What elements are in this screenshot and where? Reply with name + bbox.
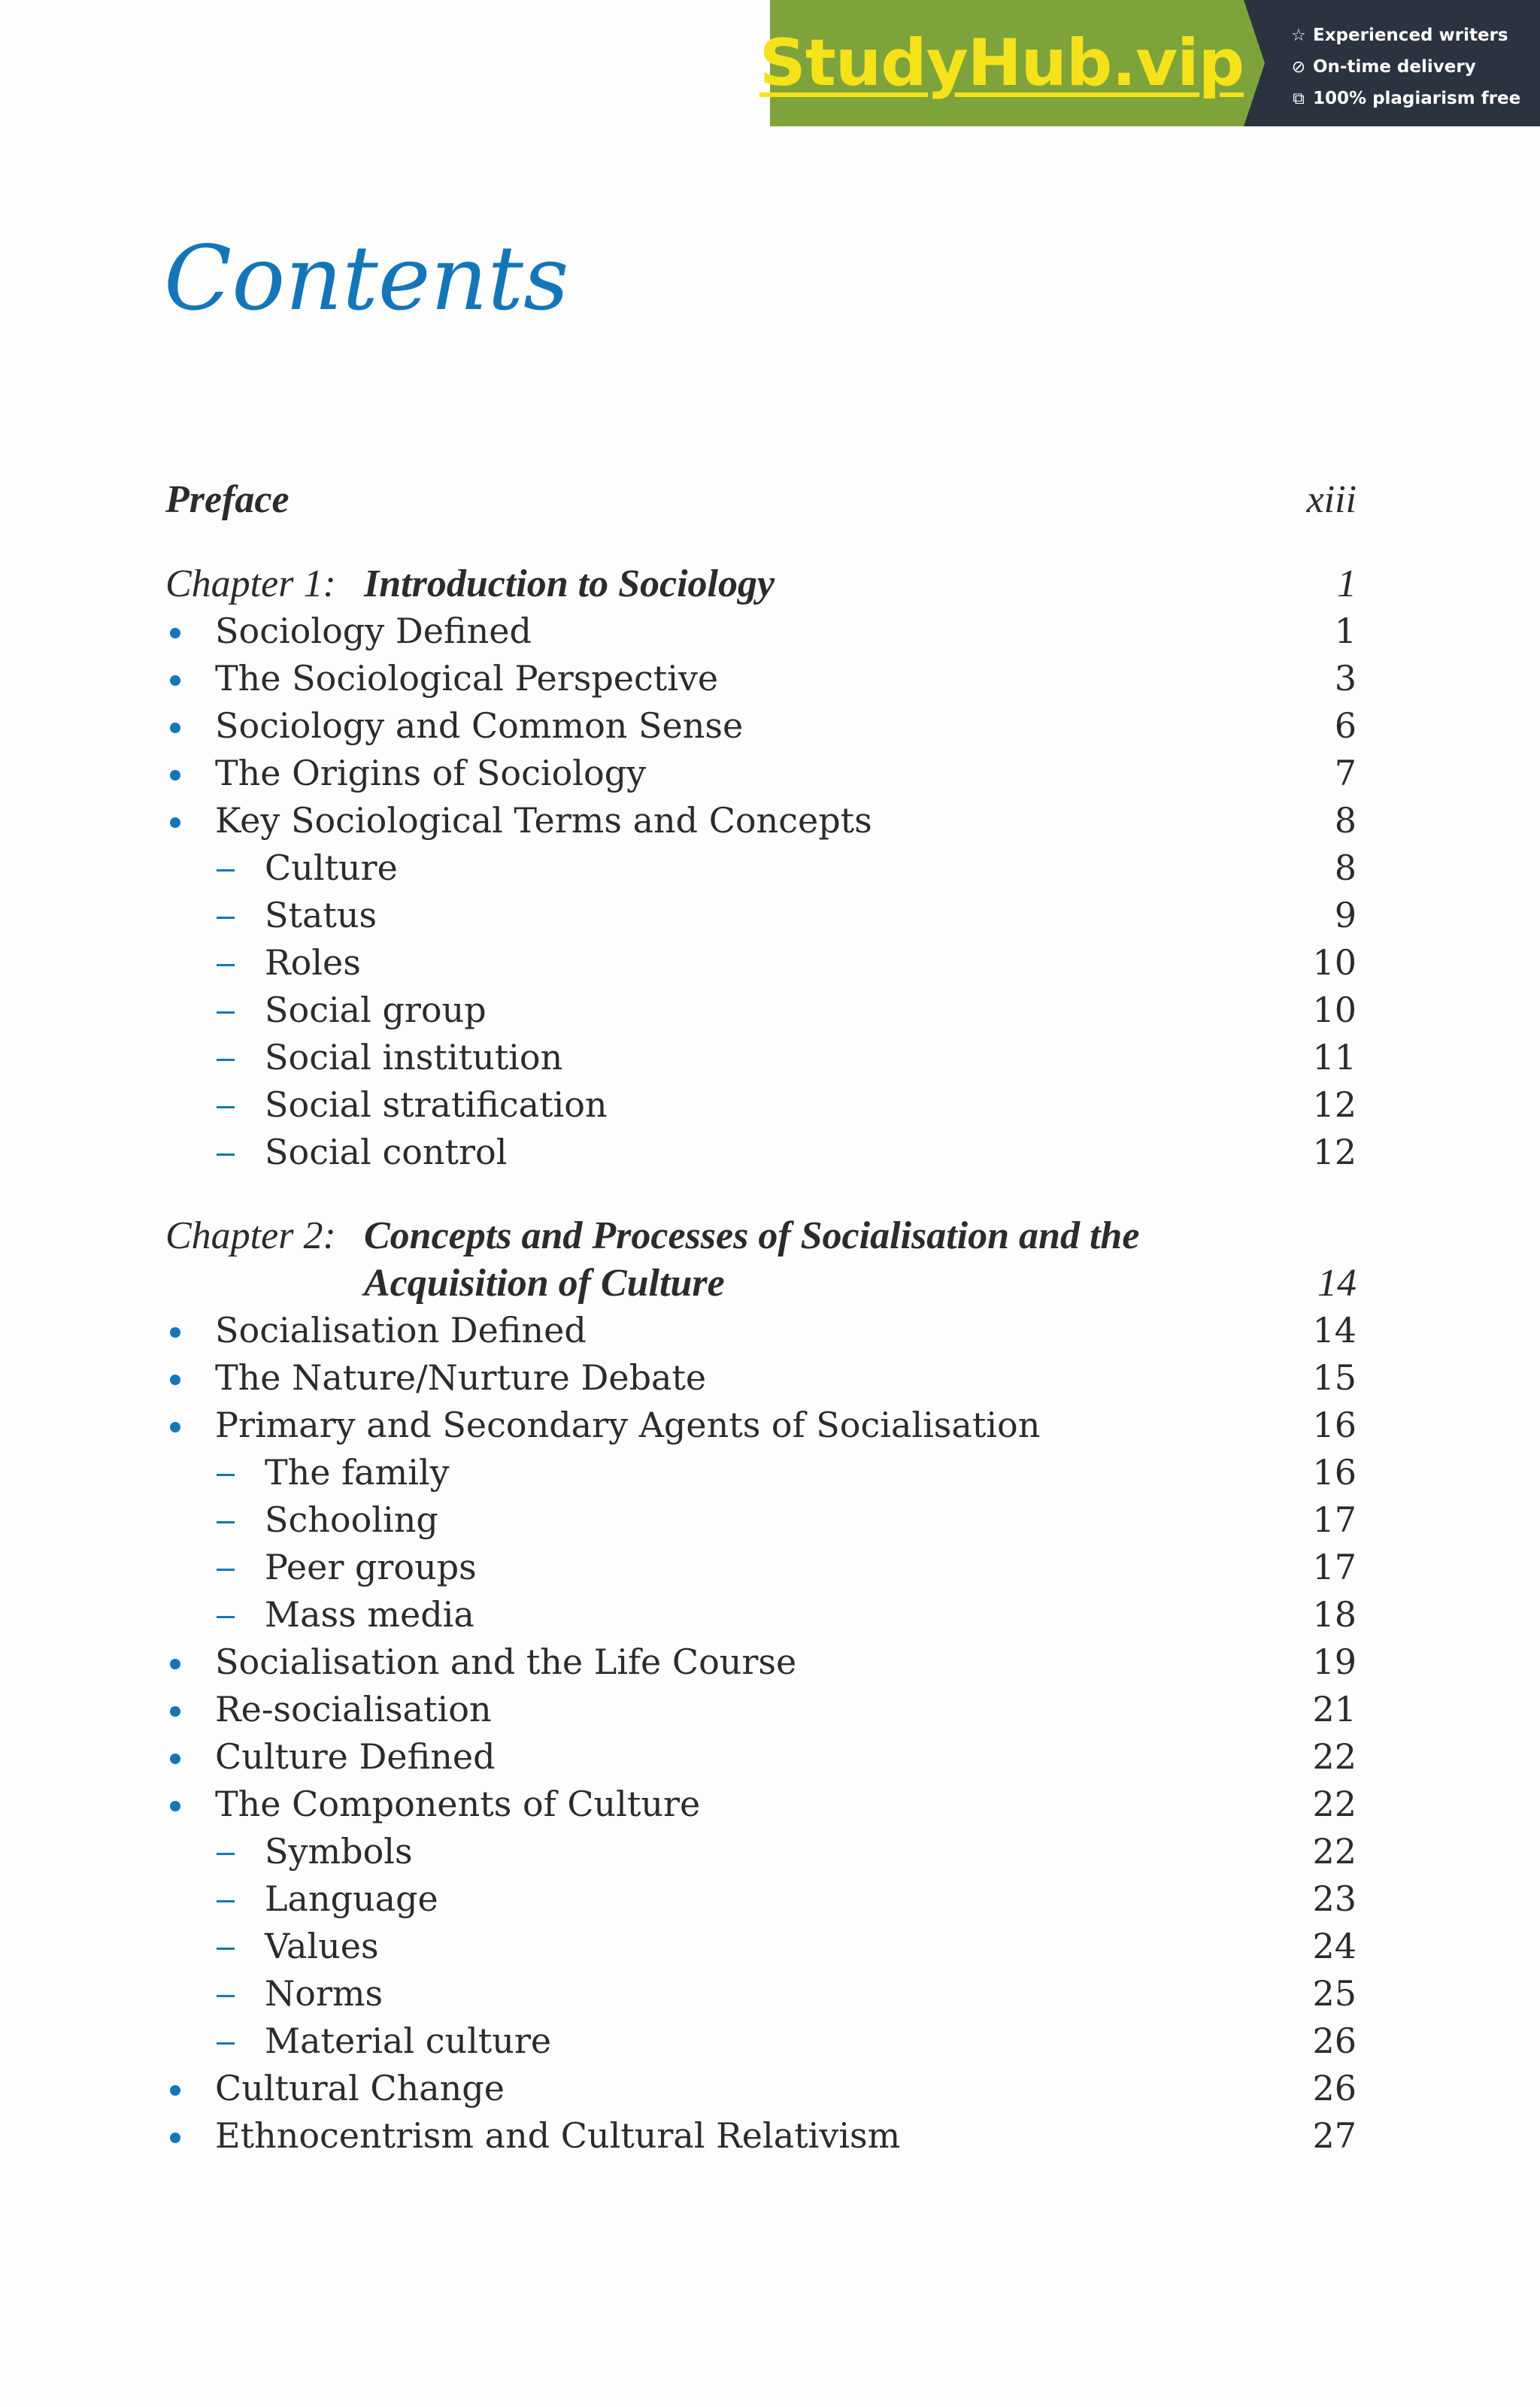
toc-section-entry	[165, 1307, 1357, 1354]
chapter-title: Acquisition of Culture	[364, 1262, 725, 1305]
toc-section-entry	[165, 1354, 1357, 1402]
toc-entry-label: Culture	[265, 847, 398, 888]
toc-page-number: 26	[1312, 2020, 1357, 2061]
toc-entry-label: Socialisation Defined	[215, 1310, 587, 1351]
toc-section-entry	[165, 608, 1357, 655]
toc-section-entry	[165, 750, 1357, 797]
toc-page-number: 16	[1312, 1452, 1357, 1493]
studyhub-logo[interactable]: StudyHub.vip	[759, 26, 1244, 101]
toc-entry-label: Mass media	[265, 1594, 474, 1635]
toc-page-number: 17	[1312, 1547, 1357, 1587]
toc-page-number: 12	[1312, 1084, 1357, 1125]
perk-on-time-delivery	[1289, 51, 1540, 83]
toc-subsection-entry	[165, 939, 1357, 987]
spacer	[165, 523, 1357, 560]
toc-page-number: 17	[1312, 1499, 1357, 1540]
toc-section-entry	[165, 655, 1357, 702]
spacer	[165, 1176, 1357, 1212]
toc-entry-label: The family	[265, 1452, 450, 1493]
toc-section-entry	[165, 1686, 1357, 1733]
toc-subsection-entry	[165, 987, 1357, 1034]
toc-entry-label: Cultural Change	[215, 2068, 505, 2108]
toc-page-number: 10	[1312, 990, 1357, 1030]
banner-perks-panel	[1244, 0, 1540, 126]
toc-entry-label: Social institution	[265, 1037, 563, 1078]
toc-page-number: 27	[1312, 2115, 1357, 2156]
chapter-number: Chapter 2:	[165, 1214, 336, 1257]
toc-page-number: xiii	[1306, 478, 1357, 521]
toc-page-number: 15	[1312, 1357, 1357, 1398]
toc-chapter-1-heading	[165, 560, 1357, 608]
toc-section-entry	[165, 1733, 1357, 1781]
toc-page-number: 1	[1337, 562, 1357, 605]
toc-subsection-entry	[165, 1449, 1357, 1496]
toc-page-number: 18	[1312, 1594, 1357, 1635]
toc-subsection-entry	[165, 1970, 1357, 2017]
studyhub-banner[interactable]	[759, 0, 1540, 126]
toc-subsection-entry	[165, 844, 1357, 892]
toc-page-number: 21	[1312, 1689, 1357, 1729]
toc-page-number: 26	[1312, 2068, 1357, 2108]
toc-entry-label: Status	[265, 895, 377, 935]
toc-page-number: 1	[1334, 611, 1357, 651]
toc-entry-label: The Sociological Perspective	[215, 658, 719, 699]
toc-page-number: 8	[1334, 800, 1357, 841]
toc-page-number: 22	[1312, 1736, 1357, 1777]
toc-entry-label: Key Sociological Terms and Concepts	[215, 800, 872, 841]
toc-subsection-entry	[165, 1129, 1357, 1176]
perk-experienced-writers	[1289, 20, 1540, 51]
toc-entry-label: Symbols	[265, 1831, 413, 1872]
toc-page-number: 22	[1312, 1831, 1357, 1872]
toc-preface	[165, 476, 1357, 523]
toc-chapter-2-heading	[165, 1212, 1357, 1260]
perk-text: 100% plagiarism free	[1313, 89, 1521, 108]
star-icon: ☆	[1291, 26, 1306, 45]
toc-entry-label: Social control	[265, 1132, 508, 1172]
toc-entry-label: Ethnocentrism and Cultural Relativism	[215, 2115, 901, 2156]
toc-entry-label: Re-socialisation	[215, 1689, 492, 1729]
toc-section-entry	[165, 2065, 1357, 2112]
toc-entry-label: Language	[265, 1878, 438, 1919]
toc-entry-label: Preface	[165, 478, 290, 521]
toc-section-entry	[165, 1639, 1357, 1686]
toc-page-number: 12	[1312, 1132, 1357, 1172]
perk-plagiarism-free	[1289, 83, 1540, 114]
toc-subsection-entry	[165, 1875, 1357, 1923]
toc-subsection-entry	[165, 892, 1357, 939]
toc-page-number: 22	[1312, 1784, 1357, 1824]
toc-page-number: 3	[1334, 658, 1357, 699]
toc-subsection-entry	[165, 1544, 1357, 1591]
banner-logo-panel	[759, 0, 1244, 126]
toc-entry-label: The Origins of Sociology	[215, 753, 647, 793]
toc-entry-label: Social group	[265, 990, 487, 1030]
table-of-contents	[165, 476, 1357, 2160]
chapter-number: Chapter 1:	[165, 562, 336, 605]
toc-page-number: 19	[1312, 1642, 1357, 1682]
chapter-1-items	[165, 608, 1357, 1176]
toc-entry-label: Values	[265, 1926, 379, 1966]
toc-page-number: 16	[1312, 1405, 1357, 1445]
toc-entry-label: Sociology and Common Sense	[215, 705, 744, 746]
toc-page-number: 10	[1312, 942, 1357, 983]
toc-subsection-entry	[165, 1081, 1357, 1129]
perk-text: Experienced writers	[1313, 26, 1508, 45]
toc-entry-label: Sociology Defined	[215, 611, 532, 651]
toc-entry-label: Schooling	[265, 1499, 438, 1540]
toc-section-entry	[165, 2112, 1357, 2160]
toc-subsection-entry	[165, 1496, 1357, 1544]
toc-subsection-entry	[165, 1034, 1357, 1081]
perk-text: On-time delivery	[1313, 57, 1476, 77]
toc-section-entry	[165, 1781, 1357, 1828]
chapter-2-items	[165, 1307, 1357, 2160]
toc-page-number: 9	[1334, 895, 1357, 935]
toc-entry-label: Social stratification	[265, 1084, 608, 1125]
toc-entry-label: Norms	[265, 1973, 383, 2014]
page-title: Contents	[164, 226, 569, 330]
toc-page-number: 11	[1312, 1037, 1357, 1078]
toc-page-number: 7	[1334, 753, 1357, 793]
toc-subsection-entry	[165, 1923, 1357, 1970]
toc-entry-label: Socialisation and the Life Course	[215, 1642, 797, 1682]
toc-page-number: 24	[1312, 1926, 1357, 1966]
toc-entry-label: Material culture	[265, 2020, 552, 2061]
toc-entry-label: The Nature/Nurture Debate	[215, 1357, 707, 1398]
toc-page-number: 14	[1317, 1262, 1357, 1305]
toc-section-entry	[165, 702, 1357, 750]
toc-subsection-entry	[165, 1828, 1357, 1875]
toc-entry-label: Culture Defined	[215, 1736, 496, 1777]
toc-section-entry	[165, 1402, 1357, 1449]
toc-subsection-entry	[165, 2017, 1357, 2065]
toc-entry-label: Peer groups	[265, 1547, 477, 1587]
toc-page-number: 6	[1334, 705, 1357, 746]
toc-chapter-2-heading-continued	[165, 1260, 1357, 1307]
toc-entry-label: Primary and Secondary Agents of Socialisation	[215, 1405, 1041, 1445]
copy-icon: ⧉	[1293, 89, 1305, 108]
toc-entry-label: The Components of Culture	[215, 1784, 701, 1824]
clock-icon: ⊘	[1291, 57, 1306, 77]
toc-subsection-entry	[165, 1591, 1357, 1639]
toc-page-number: 23	[1312, 1878, 1357, 1919]
chapter-title: Introduction to Sociology	[364, 562, 775, 605]
toc-section-entry	[165, 797, 1357, 844]
toc-page-number: 14	[1312, 1310, 1357, 1351]
chapter-title: Concepts and Processes of Socialisation and the	[364, 1214, 1140, 1257]
toc-page-number: 8	[1334, 847, 1357, 888]
toc-entry-label: Roles	[265, 942, 361, 983]
toc-page-number: 25	[1312, 1973, 1357, 2014]
